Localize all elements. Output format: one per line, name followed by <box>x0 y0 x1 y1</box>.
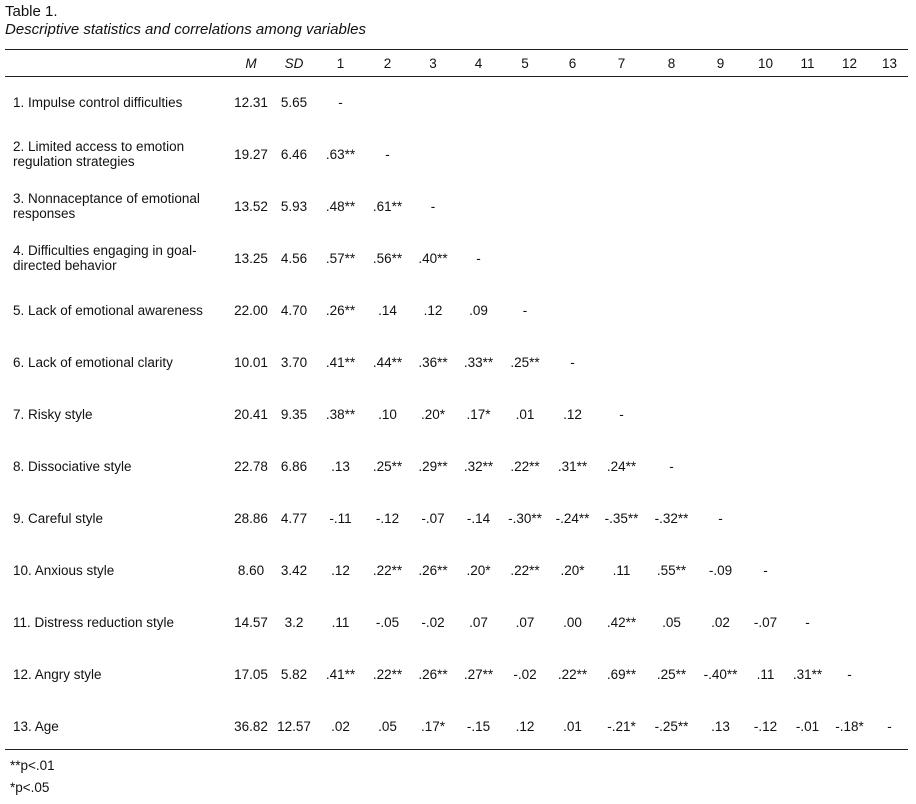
correlation-cell: -.21* <box>607 718 636 734</box>
table-caption: Descriptive statistics and correlations among variables <box>5 21 366 38</box>
correlation-cell: .25** <box>372 458 403 474</box>
correlation-cell: .25** <box>510 354 540 370</box>
correlation-cell: -.05 <box>375 614 400 630</box>
correlation-cell <box>744 440 787 492</box>
correlation-cell <box>597 284 646 336</box>
correlation-cell <box>455 128 502 180</box>
correlation-cell: .38** <box>325 406 356 422</box>
table-row <box>5 440 908 492</box>
correlation-cell <box>871 232 908 284</box>
correlation-cell: -.01 <box>795 718 820 734</box>
header-cell-11: 9 <box>716 55 725 71</box>
variable-label: 1. Impulse control difficulties <box>13 94 183 110</box>
correlation-cell: .22** <box>510 458 540 474</box>
correlation-cell <box>646 388 697 440</box>
correlation-cell <box>828 388 871 440</box>
correlation-cell: - <box>522 302 528 318</box>
header-cell-5: 3 <box>429 55 437 71</box>
correlation-cell: .22** <box>372 666 403 682</box>
correlation-cell <box>364 76 411 128</box>
correlation-cell <box>646 336 697 388</box>
variable-label: 13. Age <box>13 718 59 734</box>
correlation-cell: .11 <box>756 666 775 682</box>
mean-cell: 17.05 <box>234 666 268 682</box>
correlation-cell: .63** <box>325 146 356 162</box>
correlation-cell: .20* <box>466 562 491 578</box>
correlation-cell: - <box>338 94 343 110</box>
correlation-cell: - <box>669 458 674 474</box>
correlation-cell <box>502 180 548 232</box>
header-cell-7: 5 <box>521 55 529 71</box>
correlation-cell: -.25** <box>654 718 689 734</box>
correlation-cell: .22** <box>557 666 588 682</box>
correlation-cell <box>744 492 787 544</box>
correlation-cell <box>744 180 787 232</box>
correlation-cell: .56** <box>372 250 403 266</box>
correlation-cell: .25** <box>656 666 687 682</box>
correlation-cell <box>646 76 697 128</box>
variable-label: 5. Lack of emotional awareness <box>13 302 203 318</box>
variable-label: 10. Anxious style <box>13 562 115 578</box>
correlation-cell: -.02 <box>513 666 537 682</box>
header-row <box>5 50 908 76</box>
header-cell-3: 1 <box>336 55 345 71</box>
correlation-cell: .22** <box>372 562 403 578</box>
sd-cell: 5.93 <box>280 198 308 214</box>
correlation-cell <box>871 544 908 596</box>
correlation-cell <box>787 232 828 284</box>
correlation-cell: -.12 <box>375 510 400 526</box>
correlation-cell: -.15 <box>466 718 491 734</box>
correlation-cell <box>871 76 908 128</box>
correlation-cell: - <box>763 562 768 578</box>
correlation-cell: .17* <box>420 718 446 734</box>
correlation-cell <box>548 284 597 336</box>
header-cell-8: 6 <box>568 55 577 71</box>
table-row <box>5 336 908 388</box>
bottom-rule <box>5 749 908 750</box>
correlation-cell <box>597 128 646 180</box>
correlation-cell <box>787 128 828 180</box>
correlation-cell: -.24** <box>555 510 590 526</box>
correlation-cell: -.07 <box>753 614 778 630</box>
correlation-cell: .13 <box>331 458 350 474</box>
correlation-cell <box>787 336 828 388</box>
mean-cell: 20.41 <box>234 406 268 422</box>
correlation-cell <box>646 232 697 284</box>
correlation-cell: .11 <box>331 614 350 630</box>
mean-cell: 14.57 <box>234 614 268 630</box>
correlation-cell <box>502 128 548 180</box>
table-row <box>5 648 908 700</box>
correlation-cell: - <box>430 198 436 214</box>
variable-label: 11. Distress reduction style <box>13 614 175 630</box>
header-cell-1: M <box>245 55 257 71</box>
correlation-cell <box>597 180 646 232</box>
correlation-cell: .57** <box>325 250 356 266</box>
correlation-cell <box>697 180 744 232</box>
correlation-cell <box>871 336 908 388</box>
correlation-cell: .20* <box>420 406 446 422</box>
correlation-cell: -.18* <box>835 718 864 734</box>
mean-cell: 28.86 <box>234 510 268 526</box>
header-cell-15: 13 <box>881 55 898 71</box>
correlation-cell: .07 <box>469 614 488 630</box>
sd-cell: 3.42 <box>280 562 308 578</box>
correlation-cell <box>828 232 871 284</box>
correlation-cell: .44** <box>372 354 403 370</box>
correlation-cell: .00 <box>563 614 582 630</box>
correlation-cell <box>646 128 697 180</box>
correlation-cell <box>697 232 744 284</box>
correlation-cell: - <box>718 510 723 526</box>
correlation-cell <box>871 492 908 544</box>
variable-label: 7. Risky style <box>13 406 93 422</box>
correlation-cell: .41** <box>325 354 356 370</box>
variable-label: 6. Lack of emotional clarity <box>13 354 173 370</box>
correlation-cell: -.30** <box>508 510 542 526</box>
mean-cell: 8.60 <box>237 562 265 578</box>
correlation-cell: .40** <box>418 250 448 266</box>
sd-cell: 5.65 <box>280 94 308 110</box>
correlation-cell: .09 <box>469 302 488 318</box>
correlation-cell: .01 <box>515 406 535 422</box>
variable-label: 8. Dissociative style <box>13 458 132 474</box>
correlation-cell <box>828 336 871 388</box>
correlation-cell: .22** <box>510 562 540 578</box>
correlation-cell <box>697 128 744 180</box>
correlation-cell: -.11 <box>329 510 352 526</box>
table-row <box>5 492 908 544</box>
header-cell-14: 12 <box>841 55 858 71</box>
table-row <box>5 284 908 336</box>
correlation-cell <box>828 128 871 180</box>
correlation-cell <box>787 388 828 440</box>
header-cell-12: 10 <box>757 55 774 71</box>
correlation-cell <box>411 76 455 128</box>
correlation-cell <box>455 180 502 232</box>
correlation-cell <box>871 388 908 440</box>
correlation-cell: .02 <box>711 614 730 630</box>
note-p01: **p<.01 <box>10 758 55 773</box>
mean-cell: 13.25 <box>234 250 268 266</box>
sd-cell: 4.77 <box>280 510 308 526</box>
correlation-cell <box>697 76 744 128</box>
correlation-cell <box>455 76 502 128</box>
correlation-cell: .12 <box>515 718 535 734</box>
correlation-cell <box>646 180 697 232</box>
correlation-cell <box>697 284 744 336</box>
correlation-cell: .26** <box>325 302 356 318</box>
correlation-cell <box>787 180 828 232</box>
table-row <box>5 232 908 284</box>
correlation-cell: - <box>887 718 892 734</box>
table-row <box>5 544 908 596</box>
mean-cell: 19.27 <box>234 146 268 162</box>
correlation-cell: .05 <box>378 718 397 734</box>
correlation-cell <box>871 128 908 180</box>
correlation-cell: - <box>385 146 390 162</box>
header-cell-6: 4 <box>474 55 483 71</box>
correlation-cell: .48** <box>325 198 356 214</box>
correlation-cell: .17* <box>466 406 491 422</box>
mean-cell: 22.78 <box>234 458 268 474</box>
correlation-cell: -.32** <box>654 510 689 526</box>
correlation-cell <box>828 180 871 232</box>
correlation-cell <box>828 492 871 544</box>
correlation-cell: - <box>570 354 575 370</box>
sd-cell: 4.70 <box>280 302 308 318</box>
correlation-cell <box>697 440 744 492</box>
correlation-cell <box>744 128 787 180</box>
correlation-cell <box>787 76 828 128</box>
correlation-cell <box>744 388 787 440</box>
correlation-cell <box>697 336 744 388</box>
header-cell-13: 11 <box>800 55 815 71</box>
correlation-cell: .24** <box>606 458 637 474</box>
correlation-cell <box>787 440 828 492</box>
correlation-cell: -.09 <box>708 562 733 578</box>
correlation-cell: .33** <box>463 354 494 370</box>
sd-cell: 6.86 <box>280 458 308 474</box>
correlation-table <box>5 50 908 752</box>
correlation-cell <box>548 232 597 284</box>
correlation-cell: .12 <box>423 302 443 318</box>
correlation-cell <box>787 492 828 544</box>
sd-cell: 3.2 <box>284 614 304 630</box>
table-title: Table 1. <box>5 3 58 20</box>
correlation-cell <box>597 76 646 128</box>
correlation-cell <box>828 544 871 596</box>
correlation-cell: .10 <box>378 406 397 422</box>
correlation-cell: .29** <box>418 458 448 474</box>
correlation-cell: .55** <box>656 562 687 578</box>
correlation-cell <box>646 284 697 336</box>
correlation-cell: .31** <box>557 458 588 474</box>
correlation-cell <box>697 388 744 440</box>
correlation-cell: - <box>619 406 624 422</box>
correlation-cell: .61** <box>372 198 403 214</box>
variable-label: 4. Difficulties engaging in goal-directed behavior <box>13 243 197 273</box>
variable-label: 9. Careful style <box>13 510 104 526</box>
correlation-cell: - <box>805 614 810 630</box>
mean-cell: 22.00 <box>234 302 268 318</box>
header-cell-variable <box>5 50 231 76</box>
correlation-cell: .13 <box>711 718 730 734</box>
correlation-cell <box>787 544 828 596</box>
variable-label: 3. Nonnaceptance of emotional responses <box>13 191 200 221</box>
header-cell-4: 2 <box>383 55 392 71</box>
correlation-cell: .42** <box>606 614 637 630</box>
table-row <box>5 388 908 440</box>
correlation-cell <box>828 596 871 648</box>
correlation-cell: .14 <box>378 302 397 318</box>
table-row <box>5 128 908 180</box>
correlation-cell <box>411 128 455 180</box>
sd-cell: 9.35 <box>280 406 308 422</box>
correlation-cell <box>744 232 787 284</box>
correlation-cell: .05 <box>662 614 681 630</box>
mean-cell: 13.52 <box>234 198 268 214</box>
correlation-cell: .02 <box>331 718 350 734</box>
correlation-cell: .26** <box>418 562 448 578</box>
sd-cell: 4.56 <box>280 250 308 266</box>
correlation-cell: .36** <box>418 354 448 370</box>
variable-label: 2. Limited access to emotion regulation strategies <box>13 139 185 169</box>
correlation-cell: .26** <box>418 666 448 682</box>
correlation-cell: -.14 <box>466 510 491 526</box>
correlation-cell <box>548 76 597 128</box>
mean-cell: 12.31 <box>234 94 268 110</box>
table-row <box>5 700 908 752</box>
correlation-cell <box>744 336 787 388</box>
correlation-cell <box>597 232 646 284</box>
correlation-cell: .41** <box>325 666 356 682</box>
correlation-cell <box>548 180 597 232</box>
variable-label: 12. Angry style <box>13 666 102 682</box>
correlation-cell <box>871 284 908 336</box>
correlation-cell: .12 <box>563 406 582 422</box>
correlation-cell <box>744 284 787 336</box>
correlation-cell <box>744 76 787 128</box>
correlation-cell: -.02 <box>421 614 445 630</box>
correlation-cell: .69** <box>606 666 637 682</box>
header-cell-10: 8 <box>667 55 676 71</box>
correlation-cell: -.40** <box>703 666 738 682</box>
correlation-cell: .27** <box>463 666 494 682</box>
correlation-cell <box>597 336 646 388</box>
correlation-cell <box>828 76 871 128</box>
correlation-cell: .31** <box>792 666 823 682</box>
correlation-cell: .32** <box>463 458 494 474</box>
correlation-cell: -.12 <box>753 718 778 734</box>
correlation-cell <box>787 284 828 336</box>
mean-cell: 10.01 <box>234 354 268 370</box>
sd-cell: 3.70 <box>280 354 308 370</box>
correlation-cell <box>502 232 548 284</box>
correlation-cell <box>828 284 871 336</box>
header-cell-9: 7 <box>617 55 626 71</box>
correlation-cell: .11 <box>612 562 631 578</box>
correlation-cell <box>871 180 908 232</box>
header-cell-2: SD <box>284 55 304 71</box>
correlation-cell: .12 <box>331 562 350 578</box>
correlation-cell <box>548 128 597 180</box>
table-row <box>5 180 908 232</box>
correlation-cell: -.35** <box>604 510 639 526</box>
sd-cell: 12.57 <box>277 718 311 734</box>
table-row <box>5 596 908 648</box>
mean-cell: 36.82 <box>234 718 268 734</box>
correlation-cell: - <box>847 666 852 682</box>
sd-cell: 5.82 <box>280 666 308 682</box>
correlation-cell: -.07 <box>421 510 445 526</box>
table-row <box>5 76 908 128</box>
correlation-cell: - <box>476 250 481 266</box>
correlation-cell: .20* <box>560 562 585 578</box>
note-p05: *p<.05 <box>10 780 50 795</box>
correlation-cell <box>502 76 548 128</box>
correlation-cell <box>871 596 908 648</box>
correlation-cell <box>828 440 871 492</box>
sd-cell: 6.46 <box>280 146 308 162</box>
correlation-cell <box>871 648 908 700</box>
correlation-cell <box>871 440 908 492</box>
correlation-cell: .01 <box>563 718 582 734</box>
correlation-cell: .07 <box>515 614 535 630</box>
